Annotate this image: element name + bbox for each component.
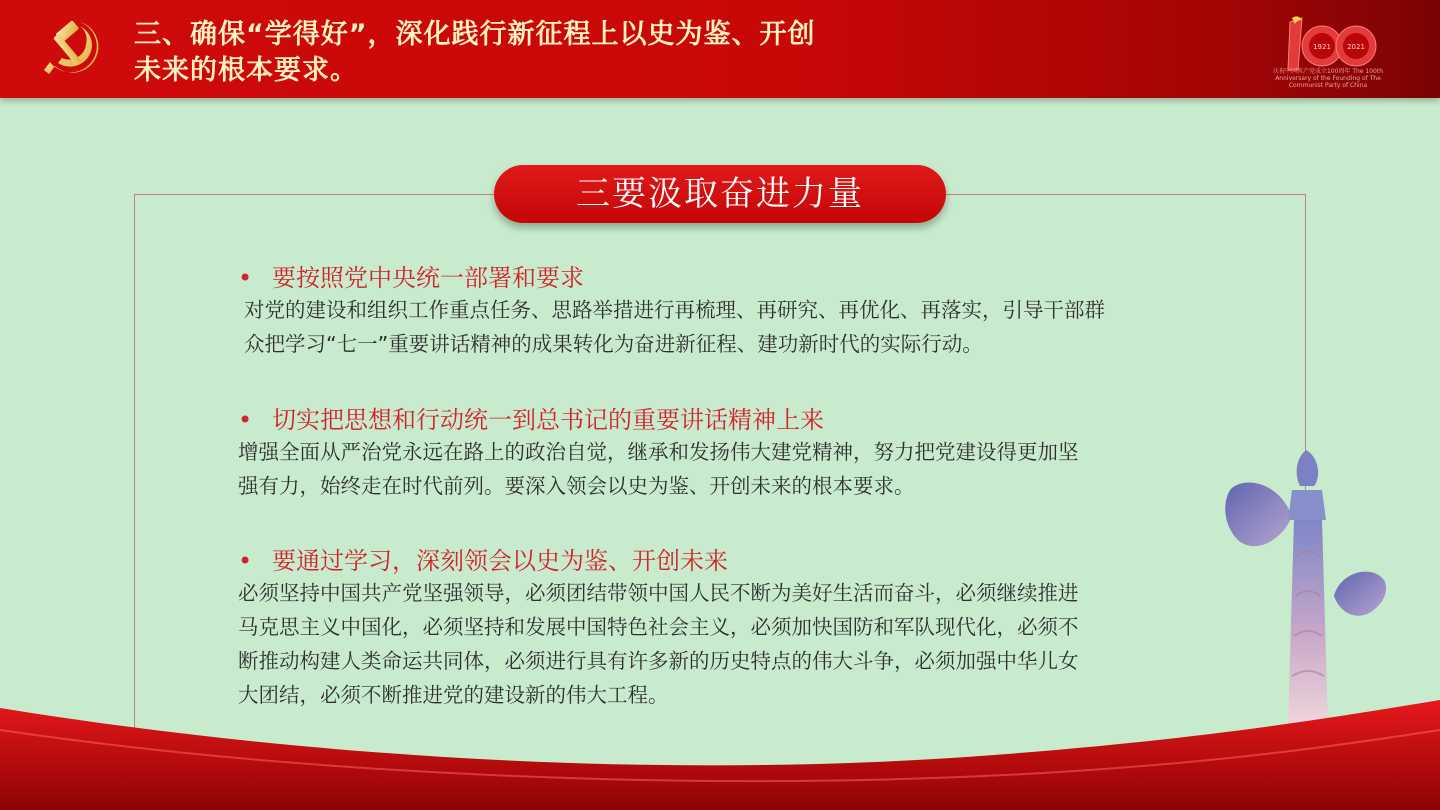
point-body xyxy=(238,435,1238,503)
logo-caption: 庆祝中国共产党成立100周年 The 100th Anniversary of the Founding of The Communist Party of China xyxy=(1272,68,1384,89)
page-title-line-1: 三、确保“学得好”，深化践行新征程上以史为鉴、开创 xyxy=(134,19,816,50)
point-title xyxy=(238,405,1238,435)
bullet-icon: • xyxy=(238,264,253,292)
point-title-text: 切实把思想和行动统一到总书记的重要讲话精神上来 xyxy=(272,406,824,434)
point-2 xyxy=(238,405,1238,503)
point-body-line: 大团结，必须不断推进党的建设新的伟大工程。 xyxy=(238,683,669,707)
point-title-text: 要通过学习，深刻领会以史为鉴、开创未来 xyxy=(272,547,728,575)
point-body xyxy=(238,293,1238,361)
huabiao-pillar-decoration xyxy=(1222,446,1392,730)
bottom-wave-decoration xyxy=(0,690,1440,810)
point-title xyxy=(238,546,1238,576)
point-body-line: 强有力，始终走在时代前列。要深入领会以史为鉴、开创未来的根本要求。 xyxy=(238,474,915,498)
logo-year-right: 2021 xyxy=(1347,43,1365,51)
bullet-icon: • xyxy=(238,547,253,575)
point-1 xyxy=(238,263,1238,361)
point-body-line: 马克思主义中国化，必须坚持和发展中国特色社会主义，必须加快国防和军队现代化，必须不 xyxy=(238,615,1079,639)
point-title-text: 要按照党中央统一部署和要求 xyxy=(272,264,584,292)
point-body-line: 众把学习“七一”重要讲话精神的成果转化为奋进新征程、建功新时代的实际行动。 xyxy=(244,332,983,356)
page-title xyxy=(134,17,954,89)
section-title: 三要汲取奋进力量 xyxy=(494,165,946,223)
hammer-sickle-icon xyxy=(40,16,104,80)
point-body-line: 增强全面从严治党永远在路上的政治自觉，继承和发扬伟大建党精神，努力把党建设得更加坚 xyxy=(238,440,1079,464)
page-title-line-2: 未来的根本要求。 xyxy=(134,55,358,86)
bullet-icon: • xyxy=(238,406,253,434)
header-bar xyxy=(0,0,1440,98)
point-body-line: 必须坚持中国共产党坚强领导，必须团结带领中国人民不断为美好生活而奋斗，必须继续推进 xyxy=(238,581,1079,605)
point-title xyxy=(238,263,1238,293)
point-3 xyxy=(238,546,1238,712)
point-body-line: 断推动构建人类命运共同体，必须进行具有许多新的历史特点的伟大斗争，必须加强中华儿女 xyxy=(238,649,1079,673)
logo-year-left: 1921 xyxy=(1313,43,1331,51)
point-body-line: 对党的建设和组织工作重点任务、思路举措进行再梳理、再研究、再优化、再落实，引导干部群 xyxy=(244,298,1105,322)
